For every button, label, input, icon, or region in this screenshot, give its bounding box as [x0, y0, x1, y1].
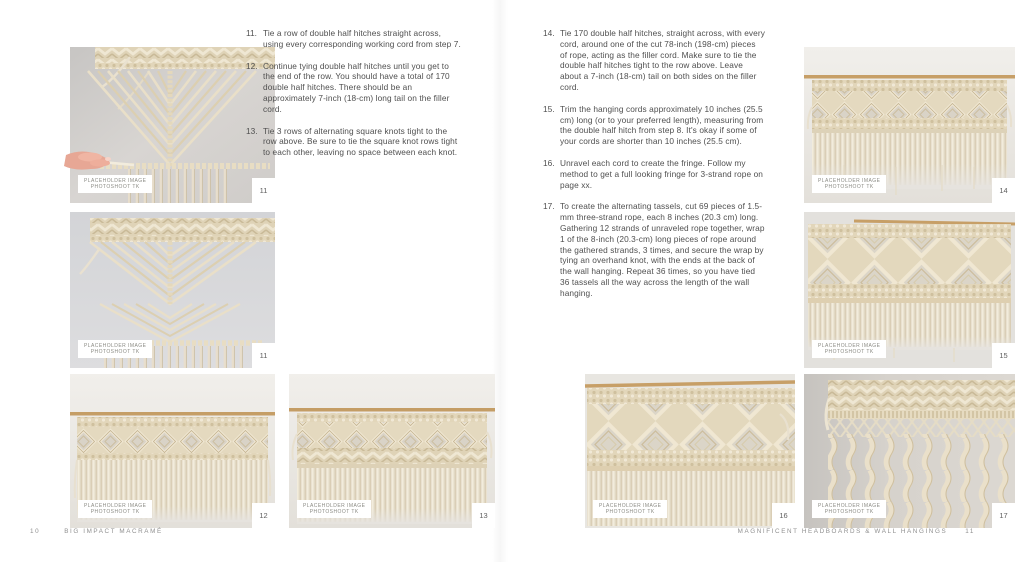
instructions-right-column — [543, 28, 765, 310]
step-17 — [543, 201, 765, 298]
running-title-right: MAGNIFICENT HEADBOARDS & WALL HANGINGS — [737, 528, 948, 535]
photo-step15-closeup — [804, 212, 1015, 368]
step-11 — [246, 28, 463, 50]
step-16 — [543, 158, 765, 190]
placeholder-label-line1: PLACEHOLDER IMAGE — [818, 342, 881, 349]
step-number: 12. — [246, 60, 258, 71]
placeholder-label-line1: PLACEHOLDER IMAGE — [818, 177, 881, 184]
placeholder-label-line1: PLACEHOLDER IMAGE — [818, 502, 881, 509]
photo-step16-fringe-closeup — [585, 374, 795, 528]
figure-number: 11 — [252, 178, 275, 203]
running-title-left: BIG IMPACT MACRAMÉ — [64, 528, 163, 535]
step-text: Tie 170 double half hitches, straight across, with every cord, around one of the cut 78-inch (198-cm) pieces of rope, acting as the filler cord. Make sure to tie the double half hitches tight to the row above. Leave about a 7-inch (18-cm) tail on both sides on the filler cord. — [560, 28, 765, 92]
placeholder-label-line2: PHOTOSHOOT TK — [824, 183, 874, 190]
step-number: 16. — [543, 157, 555, 168]
step-text: Continue tying double half hitches until you get to the end of the row. You should have a total of 170 double half hitches. There should be an approximately 7-inch (18-cm) long tail on the filler cord. — [263, 60, 450, 114]
figure-number: 14 — [992, 178, 1015, 203]
placeholder-label-line2: PHOTOSHOOT TK — [605, 508, 655, 515]
photo-step13-full-hanging — [289, 374, 495, 528]
placeholder-label-line2: PHOTOSHOOT TK — [309, 508, 359, 515]
step-text: Unravel each cord to create the fringe. Follow my method to get a full looking fringe for 3-strand rope on page xx. — [560, 157, 763, 190]
footer-left — [30, 528, 163, 535]
placeholder-image-label — [812, 175, 886, 193]
placeholder-image-label — [78, 340, 152, 358]
placeholder-image-label — [812, 340, 886, 358]
placeholder-label-line2: PHOTOSHOOT TK — [824, 508, 874, 515]
step-number: 13. — [246, 125, 258, 136]
figure-number: 12 — [252, 503, 275, 528]
page-number-right: 11 — [965, 528, 975, 535]
step-12 — [246, 61, 463, 115]
placeholder-label-line2: PHOTOSHOOT TK — [90, 508, 140, 515]
step-number: 11. — [246, 28, 257, 38]
step-text: Tie 3 rows of alternating square knots tight to the row above. Be sure to tie the square knot rows tight to each other, leaving no space between each knot. — [263, 125, 458, 158]
placeholder-label-line1: PLACEHOLDER IMAGE — [303, 502, 366, 509]
placeholder-image-label — [812, 500, 886, 518]
footer-right — [738, 528, 975, 535]
page-number-left: 10 — [30, 528, 41, 535]
placeholder-label-line2: PHOTOSHOOT TK — [824, 348, 874, 355]
figure-number: 13 — [472, 503, 495, 528]
step-14 — [543, 28, 765, 93]
photo-step14-full-hanging — [804, 47, 1015, 203]
step-text: To create the alternating tassels, cut 69 pieces of 1.5-mm three-strand rope, each 8 inches (20.3 cm) long. Gathering 12 strands of unraveled rope together, wrap 1 of the 8-inch (20.3-cm) long pieces of rope around the gathered strands, 3 times, and secure the wrap by tying an overhand knot, with the ends at the back of the wall hanging. Repeat 36 times, so you have tied 36 tassels all the way across the length of the wall hanging. — [560, 201, 765, 298]
placeholder-image-label — [593, 500, 667, 518]
placeholder-label-line1: PLACEHOLDER IMAGE — [599, 502, 662, 509]
photo-step12-full-hanging — [70, 374, 275, 528]
figure-number: 15 — [992, 343, 1015, 368]
placeholder-label-line1: PLACEHOLDER IMAGE — [84, 177, 147, 184]
placeholder-image-label — [297, 500, 371, 518]
figure-number: 11 — [252, 343, 275, 368]
step-number: 17. — [543, 201, 555, 212]
placeholder-label-line1: PLACEHOLDER IMAGE — [84, 502, 147, 509]
placeholder-label-line2: PHOTOSHOOT TK — [90, 348, 140, 355]
placeholder-image-label — [78, 500, 152, 518]
figure-number: 17 — [992, 503, 1015, 528]
step-text: Trim the hanging cords approximately 10 inches (25.5 cm) long (or to your preferred length), measuring from the double half hitch from step 8. It's okay if some of your cords are shorter than 10 inches (25.5 cm). — [560, 103, 764, 147]
figure-number: 16 — [772, 503, 795, 528]
step-text: Tie a row of double half hitches straight across, using every corresponding working cord from step 7. — [263, 28, 461, 49]
photo-step11-detail-2 — [70, 212, 275, 368]
step-number: 14. — [543, 28, 555, 38]
instructions-left-column — [246, 28, 463, 169]
step-15 — [543, 104, 765, 147]
step-number: 15. — [543, 103, 555, 114]
placeholder-image-label — [78, 175, 152, 193]
photo-step17-tassels-closeup — [804, 374, 1015, 528]
placeholder-label-line2: PHOTOSHOOT TK — [90, 183, 140, 190]
photo-step11-detail-1 — [70, 47, 275, 203]
placeholder-label-line1: PLACEHOLDER IMAGE — [84, 342, 147, 349]
step-13 — [246, 126, 463, 158]
